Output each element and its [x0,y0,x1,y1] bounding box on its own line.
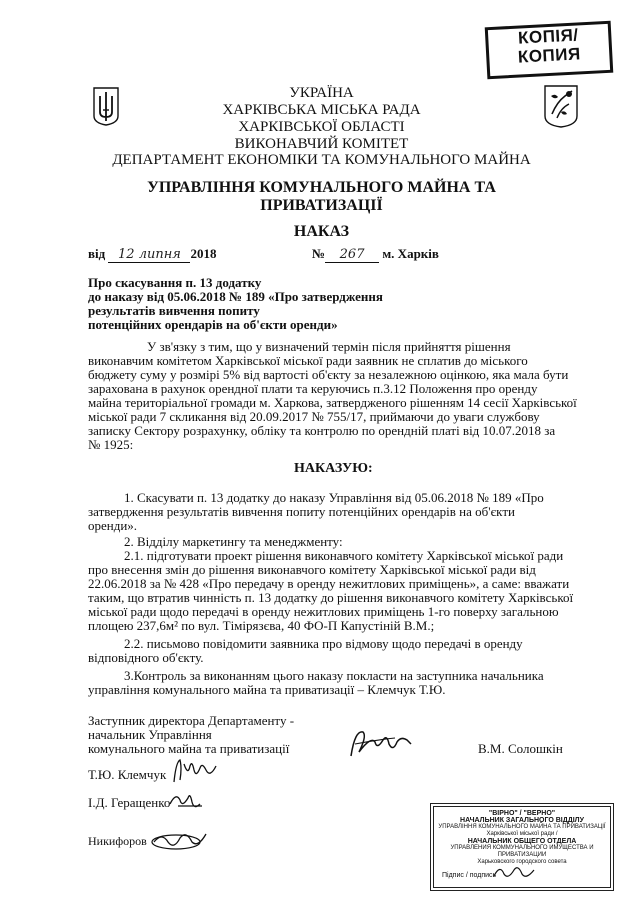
cert-stamp-l2: НАЧАЛЬНИК ЗАГАЛЬНОГО ВІДДІЛУ [460,817,584,824]
org-country: УКРАЇНА [289,85,354,101]
preamble-line8: № 1925: [88,437,134,452]
copy-stamp-line2: КОПИЯ [517,44,582,67]
approval-name-3: Никифоров [88,834,147,848]
item2-intro: 2. Відділу маркетингу та менеджменту: [124,534,343,549]
org-department: ДЕПАРТАМЕНТ ЕКОНОМІКИ ТА КОМУНАЛЬНОГО МАЙНА [112,152,531,168]
item1-line2: затвердження результатів вивчення попиту потенційних орендарів на об'єкти [88,504,515,519]
item2-1-line6: площею 237,6м² по вул. Тімірязєва, 40 ФО-П Капустіній В.М.; [88,618,435,633]
director-signature [345,722,415,764]
order-year: 2018 [190,246,217,261]
subject-line3: результатів вивчення попиту [88,303,260,318]
approval-signature-1 [170,756,220,786]
number-handwritten: 267 [325,248,379,263]
preamble-line2: виконавчим комітетом Харківської міської ради заявник не сплатив до міського [88,353,528,368]
order-date-line [88,247,216,263]
cert-stamp-signature [490,862,540,882]
item1-line3: оренди». [88,518,138,533]
item2-1-line5: міської ради щодо передачі в оренду нежитлових приміщень 1-го поверху загальною [88,604,559,619]
item3-line2: управління комунального майна та приватизації – Клемчук Т.Ю. [88,682,446,697]
copy-stamp-line1: КОПІЯ/ [517,25,579,48]
preamble-line1: У зв'язку з тим, що у визначений термін після прийняття рішення [147,339,511,354]
signer-position-line3: комунального майна та приватизації [88,741,290,756]
preamble-line5: майна територіальної громади м. Харкова, затвердженого рішенням 14 сесії Харківської [88,395,577,410]
preamble-line3: бюджету суму у розмірі 5% від вартості об'єкту за незалежною оцінкою, яка мала бути [88,367,569,382]
preamble-line7: записку Сектору розрахунку, обліку та контролю по орендній платі від 10.07.2018 за [88,423,556,438]
item2-1-line4: таким, що втратив чинність п. 13 додатку до рішення виконавчого комітету Харківської [88,590,574,605]
cert-stamp-l6: УПРАВЛЕНИЯ КОММУНАЛЬНОГО ИМУЩЕСТВА И ПРИВАТИЗАЦИИ [450,845,594,858]
date-handwritten: 12 липня [108,248,190,263]
item2-2-line1: 2.2. письмово повідомити заявника про відмову щодо передачі в оренду [124,636,523,651]
org-region: ХАРКІВСЬКОЇ ОБЛАСТІ [238,119,405,135]
kharkiv-emblem-icon [543,84,579,128]
order-place: м. Харків [382,246,439,261]
number-sign: № [312,246,326,261]
directorate-line1: УПРАВЛІННЯ КОМУНАЛЬНОГО МАЙНА ТА [147,179,496,196]
subject-line2: до наказу від 05.06.2018 № 189 «Про затвердження [88,289,383,304]
signer-position-line1: Заступник директора Департаменту - [88,713,295,728]
cert-stamp-l8: Підпис / подпись [442,872,497,879]
directorate-line2: ПРИВАТИЗАЦІЇ [260,197,383,214]
item2-1-line3: 22.06.2018 за № 428 «Про передачу в оренду нежитлових приміщень», а саме: вважати [88,576,570,591]
subject-line1: Про скасування п. 13 додатку [88,275,262,290]
preamble-line6: міської ради 7 скликання від 20.09.2017 № 755/17, приймаючи до уваги службову [88,409,540,424]
subject-line4: потенційних орендарів на об'єкти оренди» [88,317,338,332]
cert-stamp-l5: НАЧАЛЬНИК ОБЩЕГО ОТДЕЛА [467,838,577,845]
approval-name-2: І.Д. Геращенко [88,795,171,810]
org-council: ХАРКІВСЬКА МІСЬКА РАДА [222,102,421,118]
org-committee: ВИКОНАВЧИЙ КОМІТЕТ [234,136,409,152]
signer-name: В.М. Солошкін [478,741,563,756]
item3-line1: 3.Контроль за виконанням цього наказу покласти на заступника начальника [124,668,544,683]
item2-1-line2: про внесення змін до рішення виконавчого комітету Харківської міської ради від [88,562,536,577]
order-number-line [312,247,439,263]
item1-line1: 1. Скасувати п. 13 додатку до наказу Управління від 05.06.2018 № 189 «Про [124,490,544,505]
cert-stamp-l4: Харківської міської ради / [486,831,558,837]
date-prefix: від [88,246,106,261]
order-word: НАКАЗУЮ: [294,461,373,476]
order-title: НАКАЗ [293,223,350,240]
cert-stamp-l1: "ВІРНО" / "ВЕРНО" [488,810,556,817]
approval-name-1: Т.Ю. Клемчук [88,767,167,782]
item2-2-line2: відповідного об'єкту. [88,650,204,665]
signer-position-line2: начальник Управління [88,727,212,742]
preamble-line4: зарахована в рахунок орендної плати та керуючись п.3.12 Положення про оренду [88,381,538,396]
approval-signature-3 [146,824,212,854]
item2-1-line1: 2.1. підготувати проект рішення виконавчого комітету Харківської міської ради [124,548,564,563]
cert-stamp-l3: УПРАВЛІННЯ КОМУНАЛЬНОГО МАЙНА ТА ПРИВАТИЗАЦІЇ [438,824,606,830]
cert-stamp-l7: Харьковского городского совета [477,859,567,865]
copy-stamp [485,21,614,80]
approval-signature-2 [166,788,206,814]
